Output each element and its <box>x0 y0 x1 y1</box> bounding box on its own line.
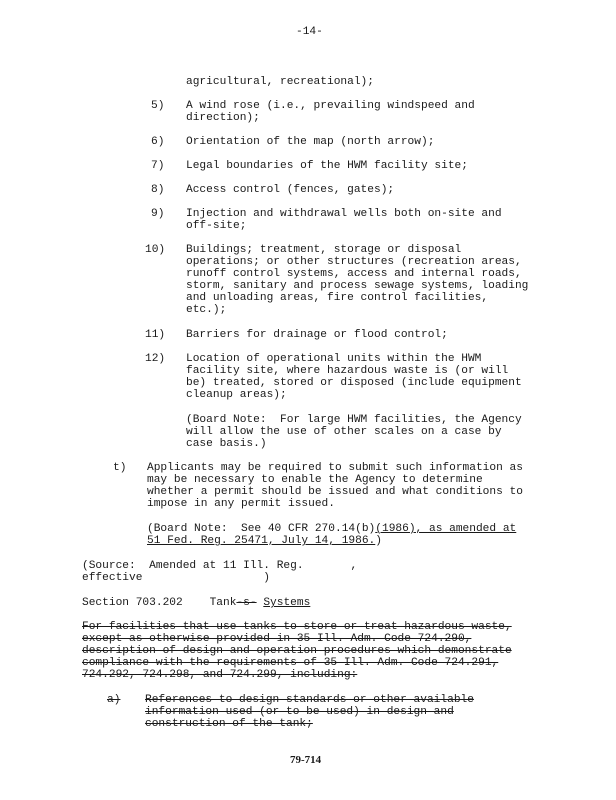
item-text-line: whether a permit should be issued and what conditions to <box>147 486 523 498</box>
item-number: 5) <box>151 100 165 112</box>
struck-paragraph-line: except as otherwise provided in 35 Ill. Adm. Code 724.290, <box>82 633 472 645</box>
source-line: effective ) <box>82 572 270 584</box>
board-note-line <box>147 523 516 536</box>
item-text-line: Legal boundaries of the HWM facility site; <box>186 160 468 172</box>
item-text-line: operations; or other structures (recreation areas, <box>186 256 522 268</box>
item-text-line: etc.); <box>186 304 227 316</box>
item-text-line: and unloading areas, fire control facilities, <box>186 292 489 304</box>
note-amendment-text: 51 Fed. Reg. 25471, July 14, 1986. <box>147 535 376 547</box>
board-note-line: will allow the use of other scales on a case by <box>186 426 502 438</box>
section-heading <box>82 597 310 610</box>
struck-item-line: information used (or to be used) in design and <box>145 706 454 718</box>
item-text-line: be) treated, stored or disposed (include equipment <box>186 377 522 389</box>
item-label: t) <box>113 462 127 474</box>
item-text-line: direction); <box>186 112 260 124</box>
struck-item-line: References to design standards or other available <box>145 694 474 706</box>
item-text-line: Applicants may be required to submit such information as <box>147 462 523 474</box>
section-number: Section 703.202 <box>82 597 183 609</box>
note-amendment-text: (1986), as amended at <box>375 523 517 535</box>
item-text-line: may be necessary to enable the Agency to determine <box>147 474 483 486</box>
struck-item-line: construction of the tank; <box>145 718 313 730</box>
item-text-line: Injection and withdrawal wells both on-site and <box>186 208 502 220</box>
struck-paragraph-line: 724.292, 724.298, and 724.299, including: <box>82 669 358 681</box>
board-note-line <box>147 535 382 548</box>
item-text-line: Location of operational units within the HWM <box>186 353 482 365</box>
item-number: 11) <box>145 329 166 341</box>
item-number: 10) <box>145 244 166 256</box>
note-text: (Board Note: See 40 CFR 270.14(b) <box>147 523 376 535</box>
board-note-line: (Board Note: For large HWM facilities, the Agency <box>186 414 522 426</box>
item-text-line: Orientation of the map (north arrow); <box>186 136 435 148</box>
item-number: 12) <box>145 353 166 365</box>
struck-paragraph-line: For facilities that use tanks to store or treat hazardous waste, <box>82 621 512 633</box>
item-text-line: off-site; <box>186 220 247 232</box>
item-number: 9) <box>151 208 165 220</box>
section-title-added: Systems <box>263 597 311 609</box>
item-text-line: Barriers for drainage or flood control; <box>186 329 448 341</box>
item-number: 8) <box>151 184 165 196</box>
board-note-line: case basis.) <box>186 438 267 450</box>
section-title-struck: Tank <box>209 597 237 609</box>
item-number: 6) <box>151 136 165 148</box>
struck-paragraph-line: description of design and operation procedures which demonstrate <box>82 645 512 657</box>
item-text-line: storm, sanitary and process sewage systems, loading <box>186 280 529 292</box>
section-title-deleted: -s- <box>236 597 257 609</box>
footer-page-code: 79-714 <box>290 754 322 766</box>
item-text-line: A wind rose (i.e., prevailing windspeed and <box>186 100 475 112</box>
item-text-line: facility site, where hazardous waste is (or will <box>186 365 509 377</box>
item-text-line: cleanup areas); <box>186 389 287 401</box>
item-text-line: impose in any permit issued. <box>147 498 335 510</box>
struck-paragraph-line: compliance with the requirements of 35 Ill. Adm. Code 724.291, <box>82 657 499 669</box>
item-text-line: runoff control systems, access and internal roads, <box>186 268 522 280</box>
page-number: -14- <box>296 26 323 38</box>
note-text: ) <box>375 535 382 547</box>
list-continuation: agricultural, recreational); <box>186 76 374 88</box>
item-text-line: Buildings; treatment, storage or disposal <box>186 244 462 256</box>
item-text-line: Access control (fences, gates); <box>186 184 395 196</box>
item-number: 7) <box>151 160 165 172</box>
source-line: (Source: Amended at 11 Ill. Reg. , <box>82 560 358 572</box>
struck-item-label: a) <box>107 694 121 706</box>
